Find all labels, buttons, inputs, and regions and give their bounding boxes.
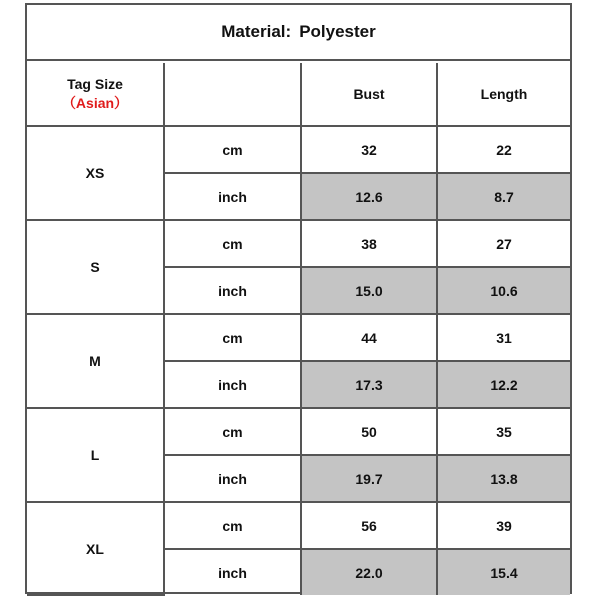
length-cell: 31 [437,314,570,361]
size-label: S [27,220,164,314]
bust-cell: 17.3 [301,361,437,408]
bust-cell: 38 [301,220,437,267]
header-row [27,63,570,126]
table-row [27,126,570,173]
length-cell: 13.8 [437,455,570,502]
header-tag-size [27,63,164,126]
unit-cell: cm [164,502,301,549]
bust-cell: 12.6 [301,173,437,220]
length-cell: 39 [437,502,570,549]
unit-cell: cm [164,408,301,455]
table-row [27,314,570,361]
unit-cell: cm [164,220,301,267]
size-label: XL [27,502,164,595]
header-bust: Bust [301,63,437,126]
length-cell: 35 [437,408,570,455]
length-cell: 10.6 [437,267,570,314]
tag-size-label: Tag Size [67,76,123,92]
size-table [27,63,570,596]
unit-cell: inch [164,549,301,595]
bust-cell: 32 [301,126,437,173]
unit-cell: inch [164,455,301,502]
length-cell: 22 [437,126,570,173]
bust-cell: 50 [301,408,437,455]
table-row [27,220,570,267]
unit-cell: cm [164,314,301,361]
bust-cell: 15.0 [301,267,437,314]
size-chart [25,3,572,594]
length-cell: 8.7 [437,173,570,220]
table-row [27,502,570,549]
length-cell: 15.4 [437,549,570,595]
bust-cell: 22.0 [301,549,437,595]
length-cell: 12.2 [437,361,570,408]
material-label: Material: [221,22,292,41]
size-label: M [27,314,164,408]
unit-cell: inch [164,361,301,408]
bust-cell: 56 [301,502,437,549]
unit-cell: inch [164,173,301,220]
tag-size-note: （Asian） [61,95,129,111]
material-title [27,5,570,61]
bust-cell: 19.7 [301,455,437,502]
length-cell: 27 [437,220,570,267]
header-unit [164,63,301,126]
size-label: XS [27,126,164,220]
bust-cell: 44 [301,314,437,361]
unit-cell: inch [164,267,301,314]
table-row [27,408,570,455]
unit-cell: cm [164,126,301,173]
header-length: Length [437,63,570,126]
material-value: Polyester [299,22,376,41]
size-label: L [27,408,164,502]
